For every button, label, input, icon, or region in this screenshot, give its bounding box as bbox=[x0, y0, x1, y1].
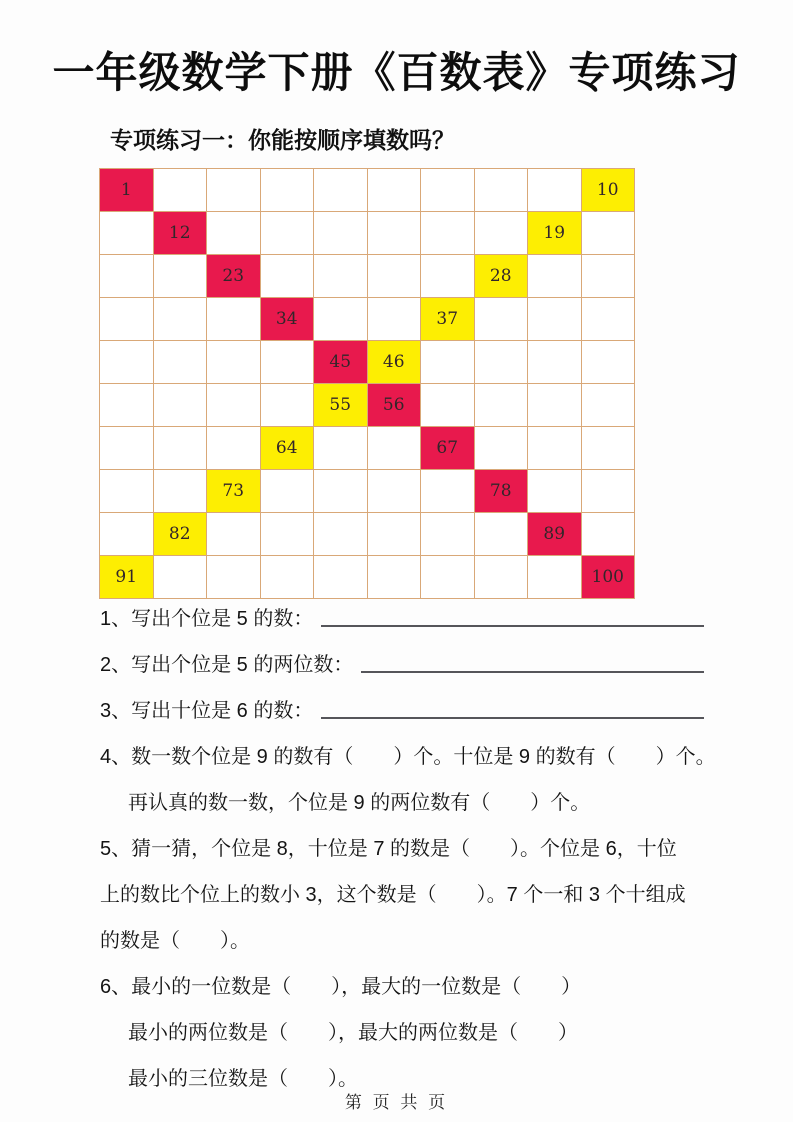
grid-cell-empty bbox=[582, 298, 636, 341]
grid-cell-55: 55 bbox=[314, 384, 368, 427]
grid-cell-empty bbox=[582, 212, 636, 255]
question-2-line bbox=[100, 650, 706, 678]
page-footer: 第 页 共 页 bbox=[344, 1093, 449, 1112]
grid-cell-45: 45 bbox=[314, 341, 368, 384]
grid-cell-empty bbox=[100, 470, 154, 513]
grid-cell-empty bbox=[528, 556, 582, 599]
answer-blank-line bbox=[361, 671, 704, 673]
grid-cell-12: 12 bbox=[154, 212, 208, 255]
grid-cell-empty bbox=[368, 298, 422, 341]
grid-cell-empty bbox=[582, 513, 636, 556]
grid-cell-empty bbox=[368, 169, 422, 212]
grid-cell-empty bbox=[475, 341, 529, 384]
grid-cell-empty bbox=[368, 427, 422, 470]
grid-cell-empty bbox=[314, 513, 368, 556]
grid-cell-empty bbox=[368, 255, 422, 298]
grid-cell-empty bbox=[582, 341, 636, 384]
grid-cell-100: 100 bbox=[582, 556, 636, 599]
grid-cell-empty bbox=[207, 298, 261, 341]
grid-cell-empty bbox=[314, 298, 368, 341]
questions-list bbox=[100, 604, 716, 1110]
grid-cell-empty bbox=[582, 470, 636, 513]
grid-cell-89: 89 bbox=[528, 513, 582, 556]
grid-cell-46: 46 bbox=[368, 341, 422, 384]
grid-cell-empty bbox=[314, 169, 368, 212]
hundred-number-grid bbox=[99, 168, 635, 599]
question-6-line bbox=[100, 1018, 706, 1046]
grid-cell-empty bbox=[207, 169, 261, 212]
grid-cell-empty bbox=[100, 298, 154, 341]
answer-blank-line bbox=[321, 717, 704, 719]
grid-cell-empty bbox=[154, 298, 208, 341]
question-text: 上的数比个位上的数小 3，这个数是（ ）。7 个一和 3 个十组成 bbox=[100, 884, 686, 906]
question-text: 5、猜一猜，个位是 8，十位是 7 的数是（ ）。个位是 6，十位 bbox=[100, 838, 677, 860]
grid-cell-empty bbox=[421, 470, 475, 513]
grid-cell-82: 82 bbox=[154, 513, 208, 556]
grid-cell-empty bbox=[207, 513, 261, 556]
grid-cell-empty bbox=[475, 513, 529, 556]
grid-cell-empty bbox=[154, 556, 208, 599]
grid-cell-empty bbox=[368, 470, 422, 513]
question-5-line bbox=[100, 834, 706, 862]
grid-cell-empty bbox=[314, 427, 368, 470]
grid-cell-empty bbox=[261, 513, 315, 556]
grid-cell-empty bbox=[582, 255, 636, 298]
grid-cell-empty bbox=[100, 427, 154, 470]
question-4-line bbox=[100, 788, 706, 816]
grid-cell-empty bbox=[100, 384, 154, 427]
grid-cell-23: 23 bbox=[207, 255, 261, 298]
grid-cell-empty bbox=[528, 169, 582, 212]
grid-cell-64: 64 bbox=[261, 427, 315, 470]
grid-cell-empty bbox=[207, 212, 261, 255]
grid-cell-empty bbox=[154, 470, 208, 513]
grid-cell-67: 67 bbox=[421, 427, 475, 470]
grid-cell-37: 37 bbox=[421, 298, 475, 341]
grid-cell-10: 10 bbox=[582, 169, 636, 212]
grid-cell-empty bbox=[475, 212, 529, 255]
grid-cell-empty bbox=[475, 427, 529, 470]
grid-cell-empty bbox=[100, 513, 154, 556]
grid-cell-empty bbox=[261, 384, 315, 427]
grid-cell-empty bbox=[261, 255, 315, 298]
grid-cell-1: 1 bbox=[100, 169, 154, 212]
grid-cell-empty bbox=[421, 341, 475, 384]
page-title: 一年级数学下册《百数表》专项练习 bbox=[52, 49, 741, 96]
grid-cell-28: 28 bbox=[475, 255, 529, 298]
grid-cell-empty bbox=[261, 556, 315, 599]
question-text: 的数是（ ）。 bbox=[100, 930, 250, 952]
grid-cell-91: 91 bbox=[100, 556, 154, 599]
grid-cell-empty bbox=[207, 341, 261, 384]
grid-cell-empty bbox=[314, 255, 368, 298]
grid-cell-78: 78 bbox=[475, 470, 529, 513]
question-text: 1、写出个位是 5 的数： bbox=[100, 608, 314, 630]
grid-cell-empty bbox=[207, 556, 261, 599]
grid-cell-56: 56 bbox=[368, 384, 422, 427]
grid-cell-empty bbox=[421, 255, 475, 298]
grid-cell-empty bbox=[368, 556, 422, 599]
grid-cell-73: 73 bbox=[207, 470, 261, 513]
grid-cell-empty bbox=[261, 212, 315, 255]
grid-cell-empty bbox=[421, 556, 475, 599]
grid-cell-empty bbox=[261, 169, 315, 212]
grid-cell-empty bbox=[261, 470, 315, 513]
grid-cell-empty bbox=[528, 384, 582, 427]
question-3-line bbox=[100, 696, 706, 724]
grid-cell-empty bbox=[421, 212, 475, 255]
grid-cell-empty bbox=[100, 212, 154, 255]
question-text: 3、写出十位是 6 的数： bbox=[100, 700, 314, 722]
grid-cell-empty bbox=[528, 470, 582, 513]
grid-cell-empty bbox=[314, 470, 368, 513]
grid-cell-empty bbox=[528, 298, 582, 341]
grid-cell-empty bbox=[475, 169, 529, 212]
grid-cell-empty bbox=[261, 341, 315, 384]
question-text: 最小的两位数是（ ），最大的两位数是（ ） bbox=[128, 1022, 578, 1044]
grid-cell-empty bbox=[154, 341, 208, 384]
grid-cell-34: 34 bbox=[261, 298, 315, 341]
question-text: 6、最小的一位数是（ ），最大的一位数是（ ） bbox=[100, 976, 582, 998]
grid-cell-empty bbox=[368, 212, 422, 255]
question-text: 最小的三位数是（ ）。 bbox=[128, 1068, 358, 1090]
grid-cell-empty bbox=[421, 384, 475, 427]
question-4-line bbox=[100, 742, 716, 770]
grid-cell-empty bbox=[154, 427, 208, 470]
question-5-line bbox=[100, 926, 706, 954]
grid-cell-empty bbox=[154, 384, 208, 427]
grid-cell-empty bbox=[421, 169, 475, 212]
question-5-line bbox=[100, 880, 706, 908]
question-text: 4、数一数个位是 9 的数有（ ）个。十位是 9 的数有（ ）个。 bbox=[100, 746, 716, 768]
grid-cell-empty bbox=[582, 384, 636, 427]
question-1-line bbox=[100, 604, 706, 632]
grid-cell-empty bbox=[154, 255, 208, 298]
grid-cell-empty bbox=[314, 212, 368, 255]
grid-cell-empty bbox=[100, 255, 154, 298]
grid-cell-19: 19 bbox=[528, 212, 582, 255]
grid-cell-empty bbox=[582, 427, 636, 470]
question-text: 再认真的数一数，个位是 9 的两位数有（ ）个。 bbox=[128, 792, 591, 814]
grid-cell-empty bbox=[528, 427, 582, 470]
question-6-line bbox=[100, 972, 706, 1000]
grid-cell-empty bbox=[207, 427, 261, 470]
grid-cell-empty bbox=[207, 384, 261, 427]
answer-blank-line bbox=[321, 625, 704, 627]
grid-cell-empty bbox=[100, 341, 154, 384]
grid-cell-empty bbox=[475, 556, 529, 599]
grid-cell-empty bbox=[368, 513, 422, 556]
grid-cell-empty bbox=[314, 556, 368, 599]
grid-cell-empty bbox=[154, 169, 208, 212]
grid-cell-empty bbox=[421, 513, 475, 556]
section-heading: 专项练习一：你能按顺序填数吗？ bbox=[110, 127, 455, 153]
grid-cell-empty bbox=[475, 298, 529, 341]
grid-cell-empty bbox=[528, 341, 582, 384]
grid-cell-empty bbox=[528, 255, 582, 298]
question-text: 2、写出个位是 5 的两位数： bbox=[100, 654, 354, 676]
grid-cell-empty bbox=[475, 384, 529, 427]
